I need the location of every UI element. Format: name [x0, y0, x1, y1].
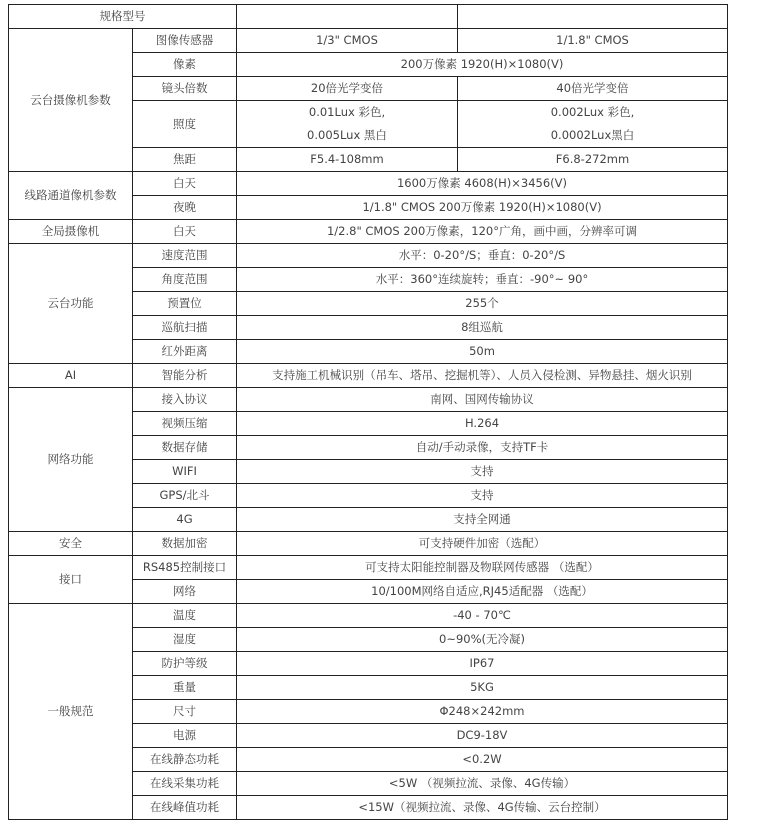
table-row — [9, 556, 728, 580]
row-label: 在线峰值功耗 — [133, 796, 237, 820]
row-label: 重量 — [133, 676, 237, 700]
row-label: 温度 — [133, 604, 237, 628]
spec-table — [8, 4, 728, 820]
row-label: 图像传感器 — [133, 29, 237, 53]
row-label: 数据存储 — [133, 436, 237, 460]
row-label: 白天 — [133, 172, 237, 196]
row-value: 支持 — [237, 460, 728, 484]
header-label: 规格型号 — [9, 5, 237, 29]
row-value-b — [458, 101, 728, 148]
header-row — [9, 5, 728, 29]
table-row — [9, 172, 728, 196]
row-label: 焦距 — [133, 148, 237, 172]
table-row — [9, 532, 728, 556]
row-label: 数据加密 — [133, 532, 237, 556]
row-value: 200万像素 1920(H)×1080(V) — [237, 53, 728, 77]
row-value: 可支持太阳能控制器及物联网传感器 （选配） — [237, 556, 728, 580]
row-value: <0.2W — [237, 748, 728, 772]
row-label: 接入协议 — [133, 388, 237, 412]
row-label: 湿度 — [133, 628, 237, 652]
row-value: 1600万像素 4608(H)×3456(V) — [237, 172, 728, 196]
value-line: 0.01Lux 彩色, — [308, 105, 386, 119]
group-label: 云台功能 — [9, 244, 133, 364]
group-label: 全局摄像机 — [9, 220, 133, 244]
row-value: DC9-18V — [237, 724, 728, 748]
row-value: 支持 — [237, 484, 728, 508]
row-label: 镜头倍数 — [133, 77, 237, 101]
model-b-cell — [458, 5, 728, 29]
value-line: 0.0002Lux黑白 — [550, 128, 635, 142]
row-value: 水平：360°连续旋转；垂直：-90°~ 90° — [237, 268, 728, 292]
row-value: <15W（视频拉流、录像、4G传输、云台控制） — [237, 796, 728, 820]
model-a-cell — [237, 5, 458, 29]
spec-table-body — [9, 5, 728, 820]
row-value-a: F5.4-108mm — [237, 148, 458, 172]
group-label: AI — [9, 364, 133, 388]
value-line: 0.002Lux 彩色, — [550, 105, 635, 119]
table-row — [9, 364, 728, 388]
group-label: 线路通道像机参数 — [9, 172, 133, 220]
row-label: 预置位 — [133, 292, 237, 316]
row-value: 8组巡航 — [237, 316, 728, 340]
row-label: 角度范围 — [133, 268, 237, 292]
row-value-b: 1/1.8" CMOS — [458, 29, 728, 53]
row-label: 智能分析 — [133, 364, 237, 388]
row-value-a: 20倍光学变倍 — [237, 77, 458, 101]
group-label: 安全 — [9, 532, 133, 556]
row-value: 水平：0-20°/S；垂直：0-20°/S — [237, 244, 728, 268]
row-value: 255个 — [237, 292, 728, 316]
row-value: 1/1.8" CMOS 200万像素 1920(H)×1080(V) — [237, 196, 728, 220]
group-label: 网络功能 — [9, 388, 133, 532]
row-label: 速度范围 — [133, 244, 237, 268]
row-value-b: F6.8-272mm — [458, 148, 728, 172]
row-value: 0~90%(无冷凝) — [237, 628, 728, 652]
row-value-a — [237, 101, 458, 148]
row-value: 可支持硬件加密（选配） — [237, 532, 728, 556]
row-label: 白天 — [133, 220, 237, 244]
row-value: Φ248×242mm — [237, 700, 728, 724]
row-value: 自动/手动录像，支持TF卡 — [237, 436, 728, 460]
group-label: 云台摄像机参数 — [9, 29, 133, 172]
row-label: 在线采集功耗 — [133, 772, 237, 796]
row-value: 南网、国网传输协议 — [237, 388, 728, 412]
row-value: 支持全网通 — [237, 508, 728, 532]
row-label: 巡航扫描 — [133, 316, 237, 340]
row-label: 尺寸 — [133, 700, 237, 724]
row-label: WIFI — [133, 460, 237, 484]
group-label: 接口 — [9, 556, 133, 604]
row-value: H.264 — [237, 412, 728, 436]
row-value: -40 - 70℃ — [237, 604, 728, 628]
table-row — [9, 29, 728, 53]
row-value: IP67 — [237, 652, 728, 676]
table-row — [9, 388, 728, 412]
value-line: 0.005Lux 黑白 — [307, 128, 387, 142]
row-value: <5W （视频拉流、录像、4G传输） — [237, 772, 728, 796]
row-value: 5KG — [237, 676, 728, 700]
row-label: RS485控制接口 — [133, 556, 237, 580]
table-row — [9, 220, 728, 244]
row-label: 红外距离 — [133, 340, 237, 364]
row-label: 照度 — [133, 101, 237, 148]
row-label: 4G — [133, 508, 237, 532]
table-row — [9, 244, 728, 268]
row-label: 夜晚 — [133, 196, 237, 220]
row-label: 防护等级 — [133, 652, 237, 676]
row-label: 网络 — [133, 580, 237, 604]
row-value: 1/2.8" CMOS 200万像素，120°广角，画中画，分辨率可调 — [237, 220, 728, 244]
row-label: 视频压缩 — [133, 412, 237, 436]
row-value: 10/100M网络自适应,RJ45适配器 （选配） — [237, 580, 728, 604]
row-label: 像素 — [133, 53, 237, 77]
row-value-a: 1/3" CMOS — [237, 29, 458, 53]
row-label: GPS/北斗 — [133, 484, 237, 508]
row-value: 50m — [237, 340, 728, 364]
row-label: 电源 — [133, 724, 237, 748]
row-value: 支持施工机械识别（吊车、塔吊、挖掘机等）、人员入侵检测、异物悬挂、烟火识别 — [237, 364, 728, 388]
row-value-b: 40倍光学变倍 — [458, 77, 728, 101]
group-label: 一般规范 — [9, 604, 133, 820]
table-row — [9, 604, 728, 628]
row-label: 在线静态功耗 — [133, 748, 237, 772]
